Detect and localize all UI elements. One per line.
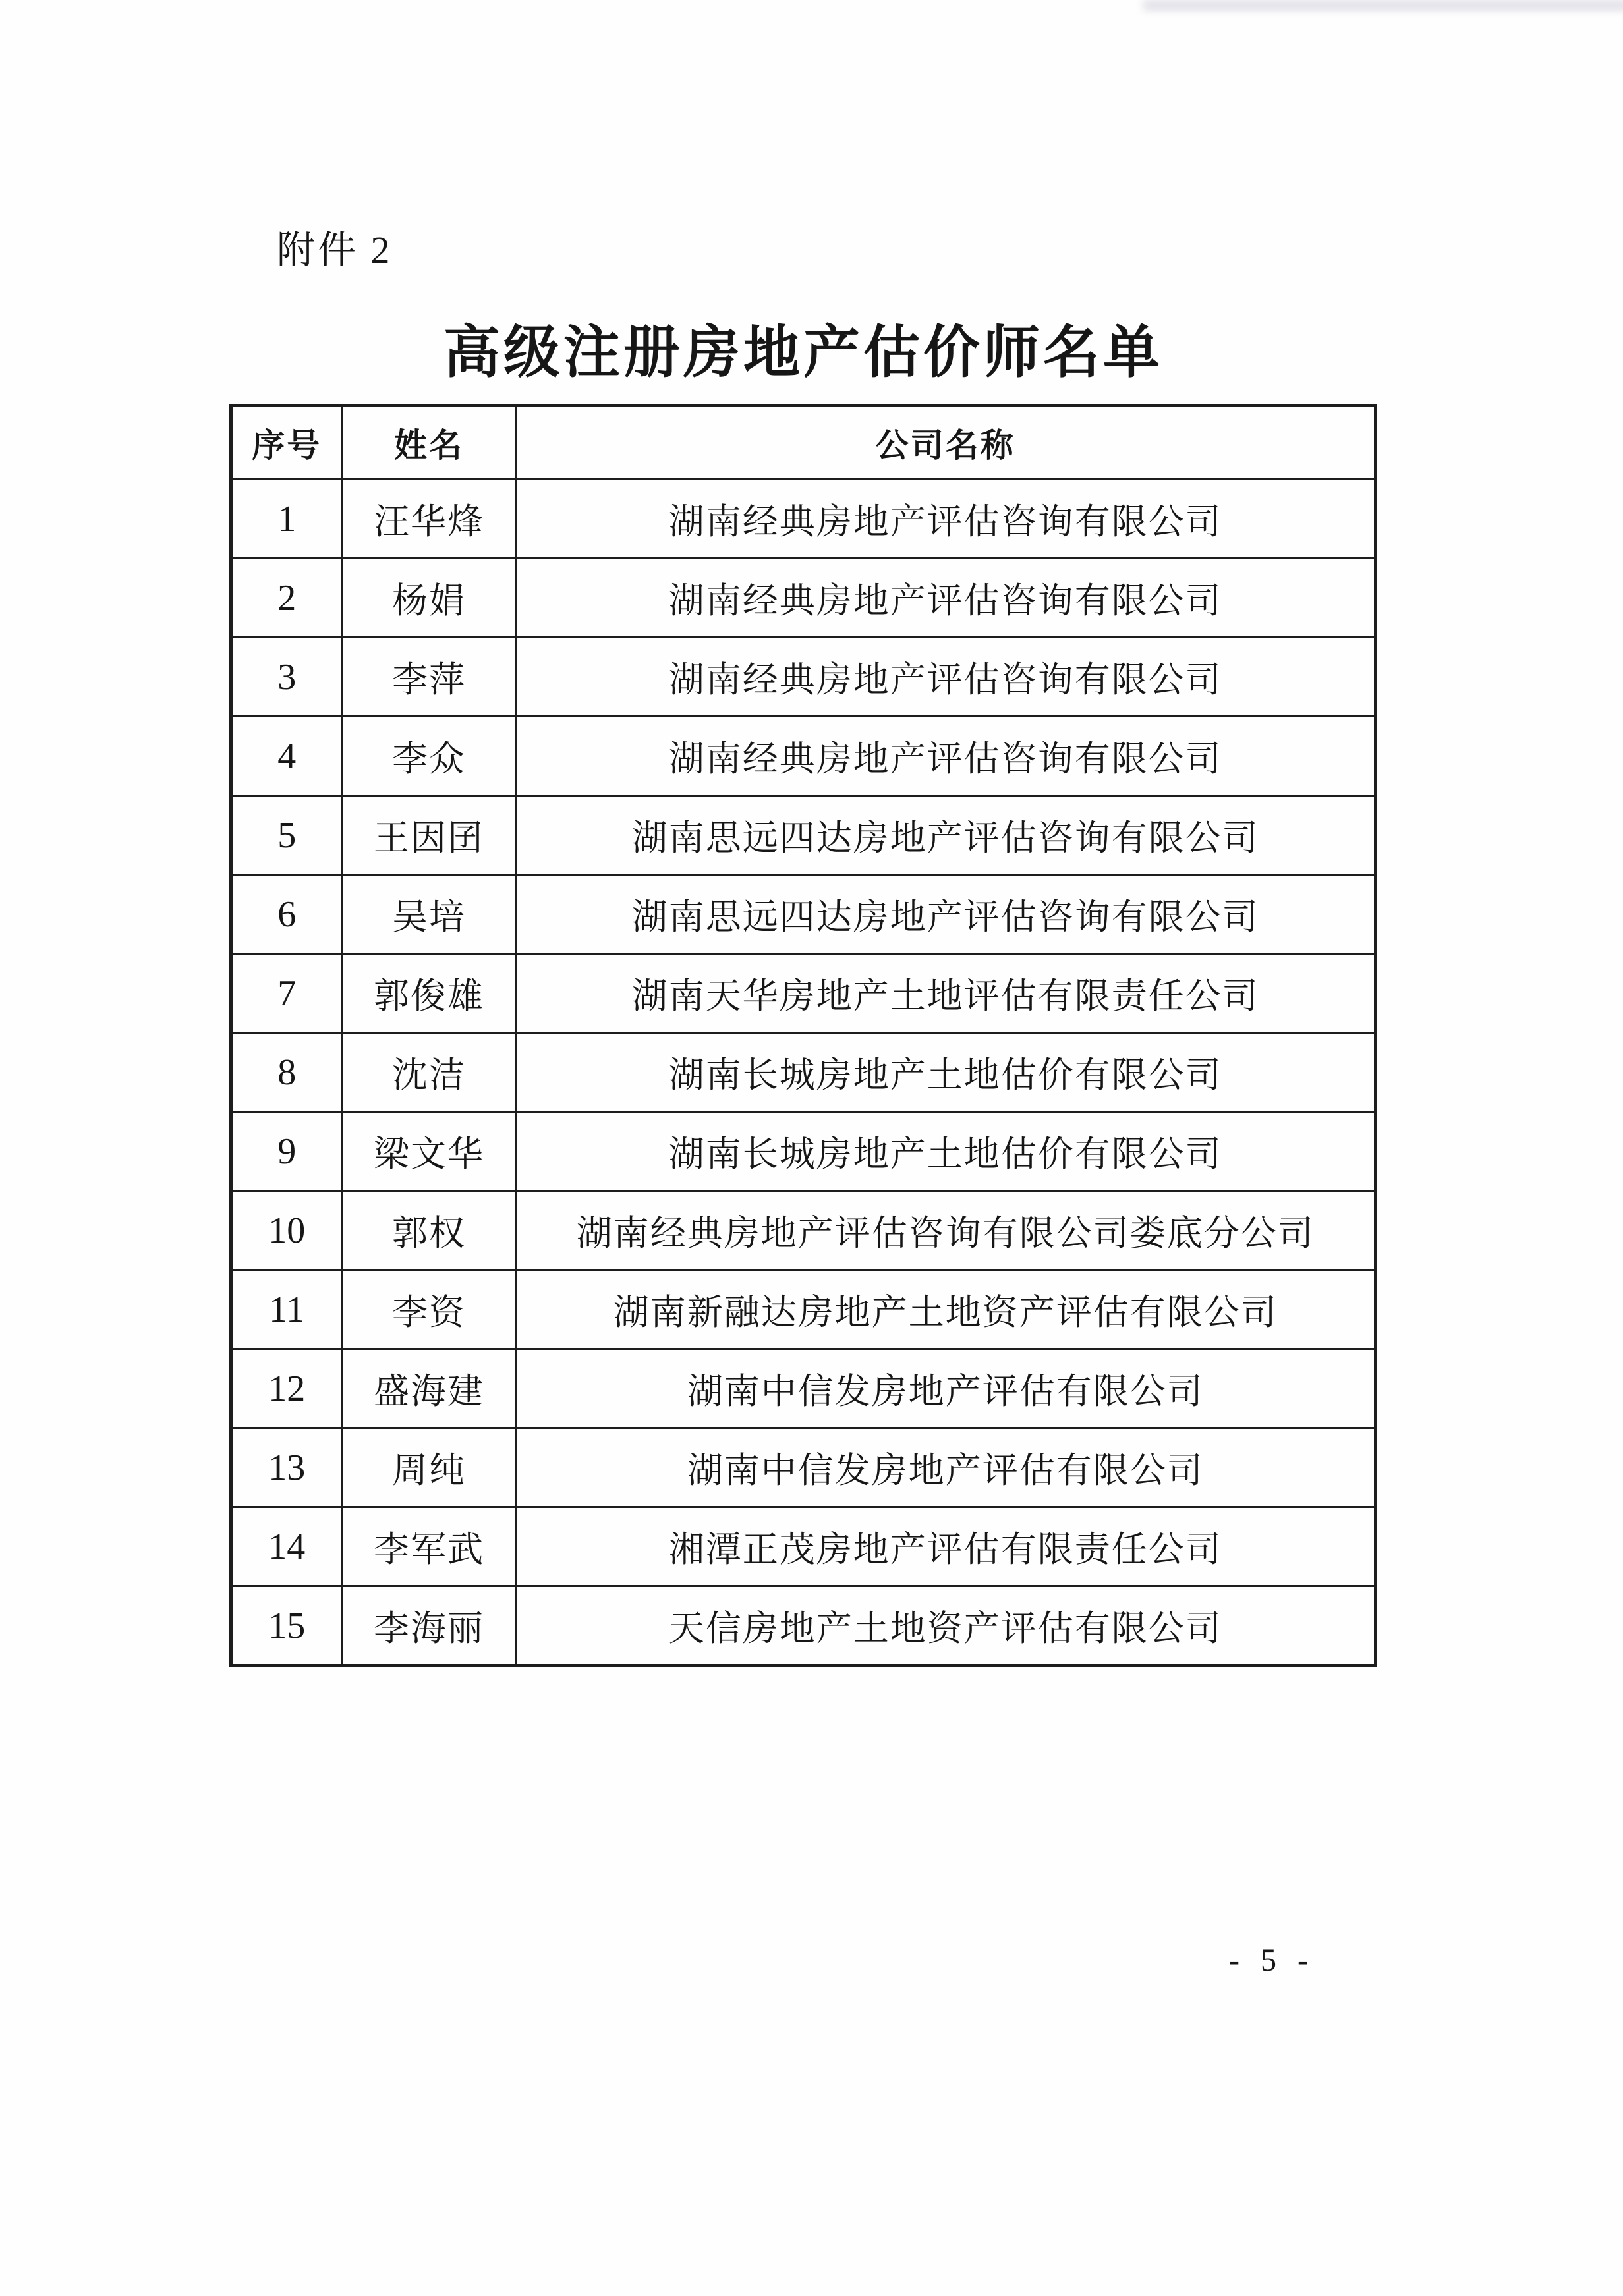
serial-number-cell: 10 (231, 1191, 342, 1270)
name-cell: 沈洁 (342, 1033, 516, 1112)
table-header (231, 406, 1376, 480)
appraiser-table (229, 404, 1377, 1667)
page-number: - 5 - (1229, 1943, 1315, 1978)
table-row (231, 1112, 1376, 1191)
name-cell: 李众 (342, 717, 516, 796)
header-company-name: 公司名称 (516, 406, 1376, 480)
name-cell: 李海丽 (342, 1586, 516, 1666)
serial-number-cell: 12 (231, 1349, 342, 1428)
attachment-label: 附件 2 (277, 229, 393, 271)
table-row (231, 1586, 1376, 1666)
serial-number-cell: 9 (231, 1112, 342, 1191)
name-cell: 吴培 (342, 875, 516, 954)
serial-number-cell: 8 (231, 1033, 342, 1112)
table-row (231, 638, 1376, 717)
scan-artifact (1143, 0, 1623, 11)
table-row (231, 954, 1376, 1033)
name-cell: 周纯 (342, 1428, 516, 1507)
table-row (231, 1270, 1376, 1349)
company-cell: 湖南天华房地产土地评估有限责任公司 (516, 954, 1376, 1033)
name-cell: 杨娟 (342, 559, 516, 638)
name-cell: 李萍 (342, 638, 516, 717)
company-cell: 湖南中信发房地产评估有限公司 (516, 1349, 1376, 1428)
table-row (231, 1349, 1376, 1428)
company-cell: 湖南经典房地产评估咨询有限公司 (516, 559, 1376, 638)
company-cell: 湖南长城房地产土地估价有限公司 (516, 1033, 1376, 1112)
serial-number-cell: 14 (231, 1507, 342, 1586)
name-cell: 梁文华 (342, 1112, 516, 1191)
serial-number-cell: 2 (231, 559, 342, 638)
company-cell: 湖南思远四达房地产评估咨询有限公司 (516, 796, 1376, 875)
name-cell: 李资 (342, 1270, 516, 1349)
serial-number-cell: 1 (231, 480, 342, 559)
name-cell: 郭权 (342, 1191, 516, 1270)
table-row (231, 875, 1376, 954)
header-name: 姓名 (342, 406, 516, 480)
serial-number-cell: 4 (231, 717, 342, 796)
name-cell: 郭俊雄 (342, 954, 516, 1033)
company-cell: 湖南思远四达房地产评估咨询有限公司 (516, 875, 1376, 954)
table-row (231, 1428, 1376, 1507)
table-row (231, 559, 1376, 638)
table-row (231, 1033, 1376, 1112)
company-cell: 湖南经典房地产评估咨询有限公司 (516, 480, 1376, 559)
company-cell: 湖南长城房地产土地估价有限公司 (516, 1112, 1376, 1191)
page-title: 高级注册房地产估价师名单 (443, 321, 1163, 384)
table-row (231, 480, 1376, 559)
name-cell: 汪华烽 (342, 480, 516, 559)
serial-number-cell: 11 (231, 1270, 342, 1349)
serial-number-cell: 3 (231, 638, 342, 717)
company-cell: 湖南新融达房地产土地资产评估有限公司 (516, 1270, 1376, 1349)
name-cell: 盛海建 (342, 1349, 516, 1428)
serial-number-cell: 13 (231, 1428, 342, 1507)
table-body (231, 480, 1376, 1666)
table-row (231, 796, 1376, 875)
company-cell: 天信房地产土地资产评估有限公司 (516, 1586, 1376, 1666)
company-cell: 湖南中信发房地产评估有限公司 (516, 1428, 1376, 1507)
serial-number-cell: 5 (231, 796, 342, 875)
name-cell: 王因囝 (342, 796, 516, 875)
company-cell: 湖南经典房地产评估咨询有限公司 (516, 717, 1376, 796)
header-row (231, 406, 1376, 480)
table-row (231, 1191, 1376, 1270)
table-row (231, 717, 1376, 796)
company-cell: 湖南经典房地产评估咨询有限公司 (516, 638, 1376, 717)
table-row (231, 1507, 1376, 1586)
company-cell: 湖南经典房地产评估咨询有限公司娄底分公司 (516, 1191, 1376, 1270)
name-cell: 李军武 (342, 1507, 516, 1586)
serial-number-cell: 6 (231, 875, 342, 954)
company-cell: 湘潭正茂房地产评估有限责任公司 (516, 1507, 1376, 1586)
serial-number-cell: 15 (231, 1586, 342, 1666)
serial-number-cell: 7 (231, 954, 342, 1033)
header-serial-number: 序号 (231, 406, 342, 480)
